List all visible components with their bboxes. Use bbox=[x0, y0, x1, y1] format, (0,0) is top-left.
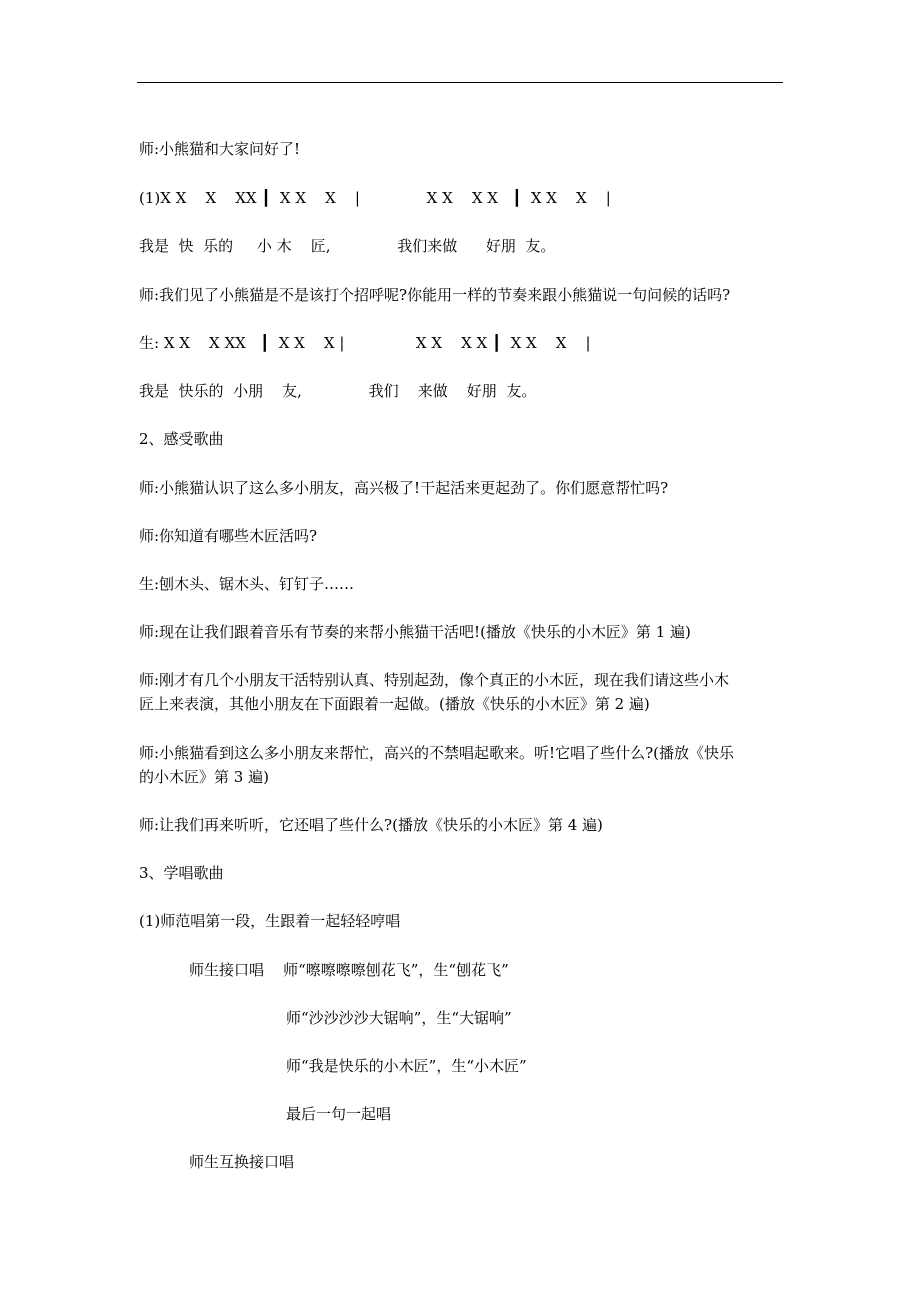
instruction-line: 师生互换接口唱 bbox=[189, 1153, 295, 1171]
dialogue-line: 师:小熊猫认识了这么多小朋友，高兴极了!干起活来更起劲了。你们愿意帮忙吗? bbox=[139, 479, 669, 497]
dialogue-line: 匠上来表演，其他小朋友在下面跟着一起做。(播放《快乐的小木匠》第 2 遍) bbox=[139, 695, 650, 713]
instruction-line: 师生接口唱 师“嚓嚓嚓嚓刨花飞”，生“刨花飞” bbox=[189, 961, 509, 979]
rhythm-line: (1)X X X XX ┃ X X X | X X X X ┃ X X X | bbox=[139, 189, 611, 207]
dialogue-line: 的小木匠》第 3 遍) bbox=[139, 768, 269, 786]
dialogue-line: 师:现在让我们跟着音乐有节奏的来帮小熊猫干活吧!(播放《快乐的小木匠》第 1 遍) bbox=[139, 623, 691, 641]
dialogue-line: 师:你知道有哪些木匠活吗? bbox=[139, 527, 318, 545]
instruction-line: 师“沙沙沙沙大锯响”，生“大锯响” bbox=[286, 1009, 512, 1027]
dialogue-line: 师:小熊猫看到这么多小朋友来帮忙，高兴的不禁唱起歌来。听!它唱了些什么?(播放《快乐 bbox=[139, 744, 734, 762]
header-rule bbox=[137, 82, 783, 83]
dialogue-line: 师:刚才有几个小朋友干活特别认真、特别起劲，像个真正的小木匠，现在我们请这些小木 bbox=[139, 671, 730, 689]
lyric-line: 我是 快 乐的 小 木 匠, 我们来做 好朋 友。 bbox=[139, 237, 556, 255]
dialogue-line: 师:让我们再来听听，它还唱了些什么?(播放《快乐的小木匠》第 4 遍) bbox=[139, 816, 603, 834]
lyric-line: 我是 快乐的 小朋 友, 我们 来做 好朋 友。 bbox=[139, 382, 537, 400]
instruction-line: 最后一句一起唱 bbox=[286, 1105, 392, 1123]
dialogue-line: 师:我们见了小熊猫是不是该打个招呼呢?你能用一样的节奏来跟小熊猫说一句问候的话吗? bbox=[139, 286, 731, 304]
section-heading: 3、学唱歌曲 bbox=[139, 864, 224, 882]
instruction-line: (1)师范唱第一段，生跟着一起轻轻哼唱 bbox=[139, 912, 401, 930]
instruction-line: 师“我是快乐的小木匠”，生“小木匠” bbox=[286, 1057, 527, 1075]
rhythm-line: 生: X X X XX ┃ X X X | X X X X ┃ X X X | bbox=[139, 334, 591, 352]
section-heading: 2、感受歌曲 bbox=[139, 430, 224, 448]
dialogue-line: 生:刨木头、锯木头、钉钉子…… bbox=[139, 575, 355, 593]
dialogue-line: 师:小熊猫和大家问好了! bbox=[139, 140, 301, 158]
